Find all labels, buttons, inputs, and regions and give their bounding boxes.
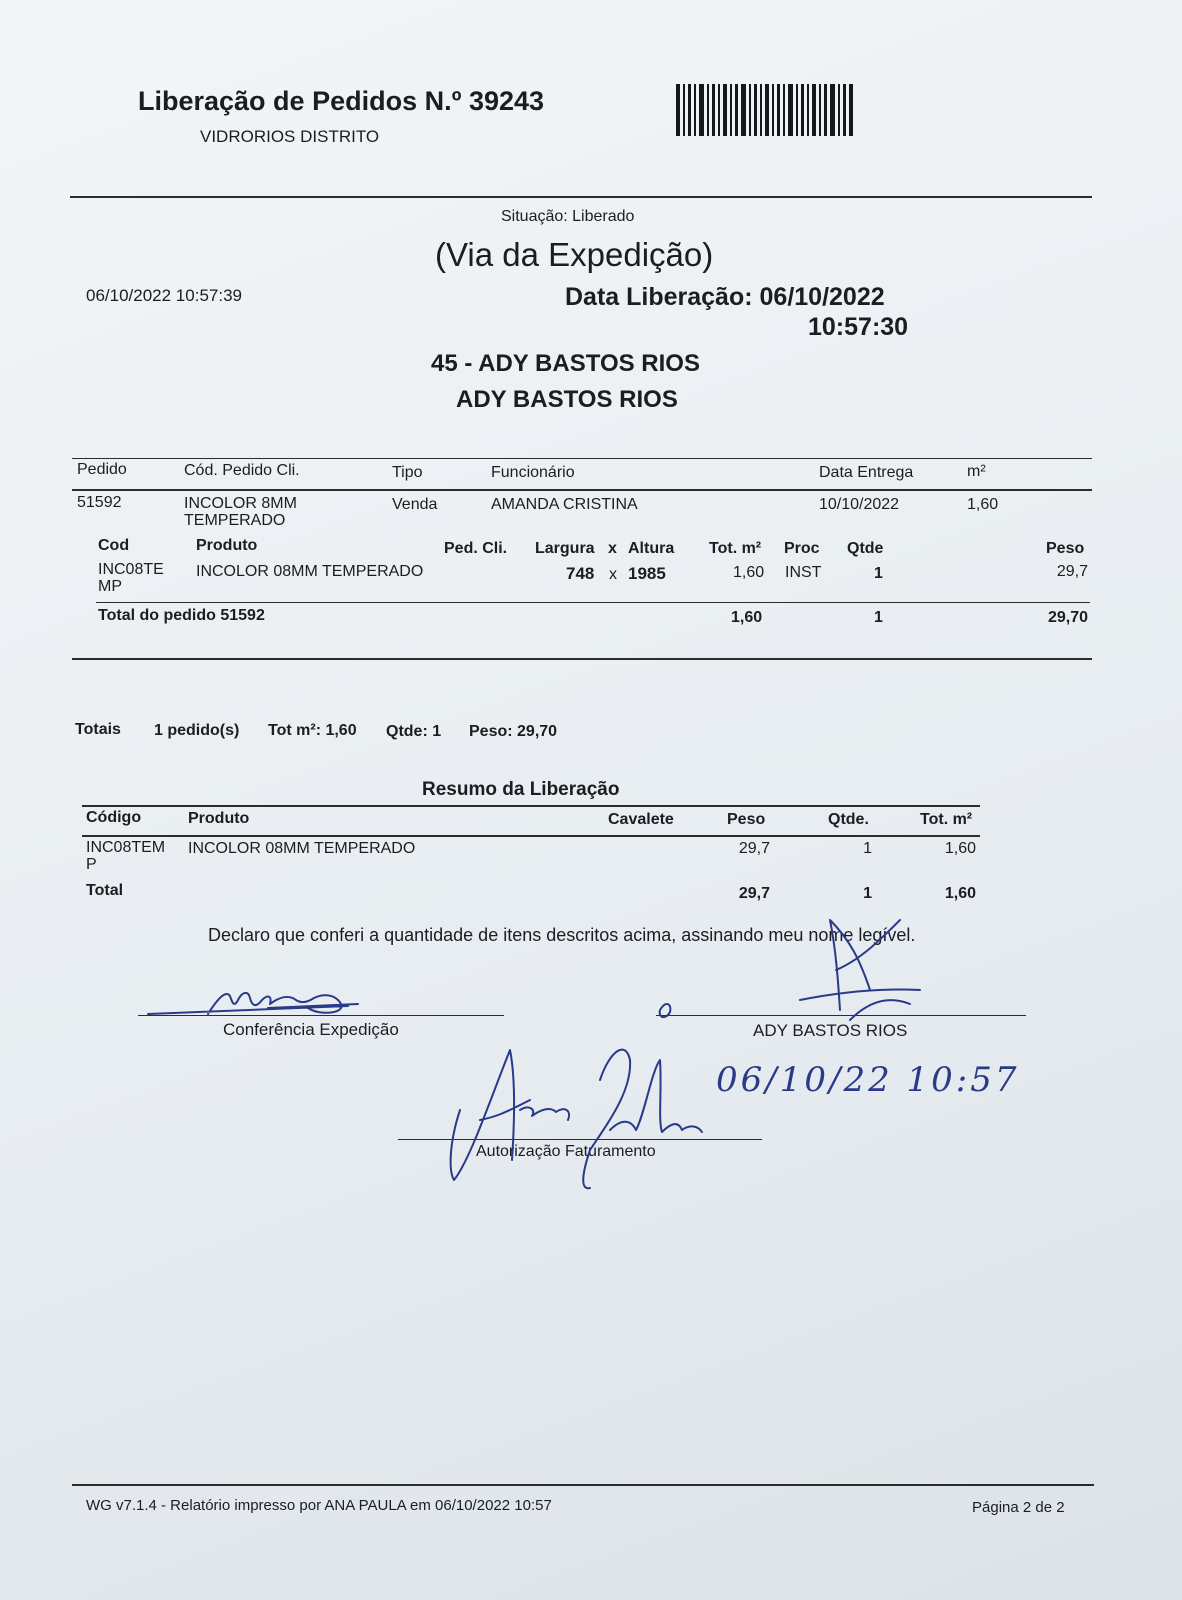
client-name: ADY BASTOS RIOS: [456, 386, 678, 413]
status-text: Situação: Liberado: [501, 208, 635, 225]
order-pedido: 51592: [77, 494, 122, 511]
order-total-qtde: 1: [874, 609, 883, 626]
item-header-produto: Produto: [196, 537, 258, 554]
resumo-tot-m2: 1,60: [944, 840, 976, 857]
order-m2: 1,60: [967, 496, 999, 513]
signature-label-cliente: ADY BASTOS RIOS: [753, 1021, 908, 1040]
item-produto: INCOLOR 08MM TEMPERADO: [196, 563, 424, 580]
resumo-peso: 29,7: [738, 840, 770, 857]
resumo-total-label: Total: [86, 882, 124, 899]
footer-rule: [72, 1484, 1094, 1486]
item-header-ped-cli: Ped. Cli.: [444, 540, 508, 557]
item-altura: 1985: [628, 564, 666, 583]
declaration-text: Declaro que conferi a quantidade de itens descritos acima, assinando meu nome legível.: [208, 925, 916, 945]
release-date: Data Liberação: 06/10/2022: [565, 283, 885, 311]
resumo-header-peso: Peso: [727, 811, 766, 828]
client-code-name: 45 - ADY BASTOS RIOS: [431, 350, 700, 377]
resumo-total-qtde: 1: [863, 885, 872, 902]
signature-conferencia-handwriting: [138, 978, 408, 1028]
barcode-icon: [676, 84, 856, 136]
item-x: x: [609, 566, 617, 583]
totais-m2: Tot m²: 1,60: [268, 722, 357, 739]
resumo-total-peso: 29,7: [738, 885, 770, 902]
item-peso: 29,7: [1056, 563, 1088, 580]
copy-label: (Via da Expedição): [435, 236, 714, 273]
item-qtde: 1: [874, 565, 883, 582]
resumo-title: Resumo da Liberação: [422, 779, 620, 800]
resumo-header-produto: Produto: [188, 810, 250, 827]
signature-autorizacao-handwriting: [440, 1040, 720, 1190]
totais-label: Totais: [75, 721, 121, 738]
release-time: 10:57:30: [808, 313, 909, 341]
handwritten-date: 06/10/22 10:57: [716, 1060, 1020, 1100]
totais-qtde: Qtde: 1: [386, 723, 442, 740]
order-header-data-entrega: Data Entrega: [819, 464, 914, 481]
footer-page-number: Página 2 de 2: [972, 1499, 1065, 1516]
resumo-header-tot-m2: Tot. m²: [920, 811, 973, 828]
item-header-altura: Altura: [628, 540, 675, 557]
resumo-top-rule: [82, 805, 980, 807]
signature-cliente-handwriting: [650, 900, 950, 1040]
resumo-produto: INCOLOR 08MM TEMPERADO: [188, 840, 416, 857]
order-header-rule: [72, 489, 1092, 491]
order-header-cod-cli: Cód. Pedido Cli.: [184, 462, 300, 479]
order-cod-cli: INCOLOR 8MM TEMPERADO: [184, 495, 297, 529]
printed-timestamp: 06/10/2022 10:57:39: [86, 286, 242, 305]
signature-label-autorizacao: Autorização Faturamento: [476, 1143, 656, 1160]
order-table-bottom-rule: [72, 658, 1092, 660]
item-header-qtde: Qtde: [847, 540, 884, 557]
item-proc: INST: [785, 564, 822, 581]
order-header-funcionario: Funcionário: [491, 464, 575, 481]
item-header-tot-m2: Tot. m²: [709, 540, 762, 557]
signature-label-conferencia: Conferência Expedição: [223, 1020, 399, 1039]
order-total-label: Total do pedido 51592: [98, 607, 265, 624]
order-header-m2: m²: [967, 463, 986, 480]
order-tipo: Venda: [392, 496, 438, 513]
item-total-rule: [96, 602, 1090, 603]
order-data-entrega: 10/10/2022: [819, 496, 900, 513]
resumo-header-cavalete: Cavalete: [608, 811, 674, 828]
order-table-top-rule: [72, 458, 1092, 459]
item-cod: INC08TEMP: [98, 561, 164, 595]
order-header-tipo: Tipo: [392, 464, 423, 481]
footer-report-info: WG v7.1.4 - Relatório impresso por ANA PAULA em 06/10/2022 10:57: [86, 1497, 552, 1514]
item-tot-m2: 1,60: [733, 564, 765, 581]
item-header-peso: Peso: [1046, 540, 1085, 557]
resumo-header-rule: [82, 835, 980, 837]
item-header-cod: Cod: [98, 537, 130, 554]
resumo-total-tot-m2: 1,60: [944, 885, 976, 902]
totais-pedidos: 1 pedido(s): [154, 722, 240, 739]
order-total-peso: 29,70: [1047, 609, 1088, 626]
resumo-header-codigo: Código: [86, 809, 142, 826]
resumo-header-qtde: Qtde.: [828, 811, 869, 828]
totais-peso: Peso: 29,70: [469, 723, 558, 740]
item-largura: 748: [566, 564, 595, 583]
order-total-m2: 1,60: [731, 609, 763, 626]
resumo-codigo: INC08TEMP: [86, 839, 166, 873]
item-header-x: x: [608, 540, 617, 557]
item-header-proc: Proc: [784, 540, 820, 557]
header-divider: [70, 196, 1092, 198]
order-header-pedido: Pedido: [77, 461, 127, 478]
order-funcionario: AMANDA CRISTINA: [491, 496, 638, 513]
page-title: Liberação de Pedidos N.º 39243: [138, 86, 545, 116]
resumo-qtde: 1: [863, 840, 872, 857]
company-name: VIDRORIOS DISTRITO: [200, 127, 380, 146]
item-header-largura: Largura: [535, 540, 595, 557]
